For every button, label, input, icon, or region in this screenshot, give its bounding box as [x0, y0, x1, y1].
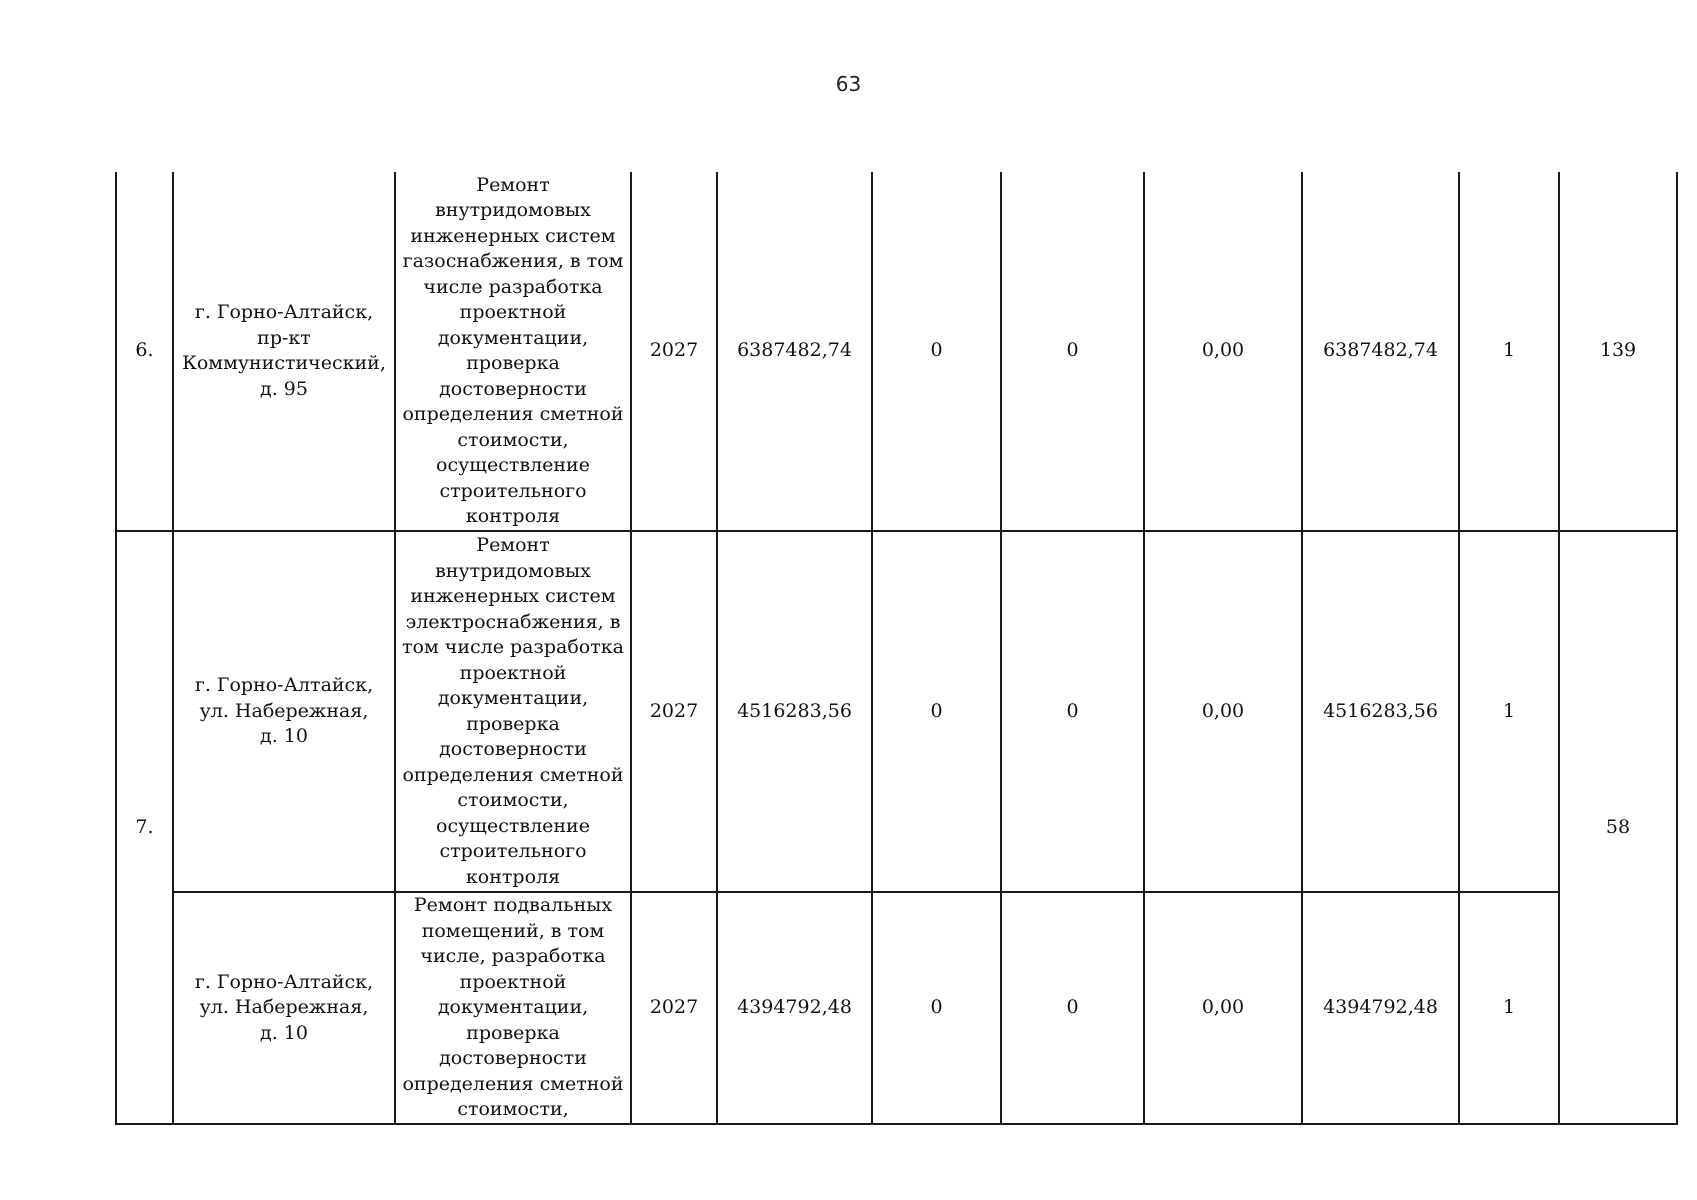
value-cell: 0,00 — [1144, 531, 1302, 892]
value-cell: 1 — [1459, 172, 1559, 531]
value-cell: 0,00 — [1144, 172, 1302, 531]
address-cell: г. Горно-Алтайск, пр-кт Коммунистический, д. 95 — [173, 172, 395, 531]
value-cell: 1 — [1459, 892, 1559, 1124]
year-cell: 2027 — [631, 531, 717, 892]
value-cell: 0 — [1001, 172, 1144, 531]
last-column-cell: 58 — [1559, 531, 1677, 1124]
capital-repair-table — [115, 172, 1678, 1125]
total-cost-cell: 4394792,48 — [717, 892, 872, 1124]
value-cell: 6387482,74 — [1302, 172, 1459, 531]
address-cell: г. Горно-Алтайск, ул. Набережная, д. 10 — [173, 892, 395, 1124]
work-description-cell: Ремонт внутридомовых инженерных систем электроснабжения, в том числе разработка проектной документации, проверка достоверности определения сметной стоимости, осуществление строительного контроля — [395, 531, 631, 892]
table-row — [116, 531, 1677, 892]
work-description-cell: Ремонт внутридомовых инженерных систем газоснабжения, в том числе разработка проектной документации, проверка достоверности определения сметной стоимости, осуществление строительного контроля — [395, 172, 631, 531]
value-cell: 0 — [872, 892, 1001, 1124]
value-cell: 4516283,56 — [1302, 531, 1459, 892]
row-number: 6. — [116, 172, 173, 531]
value-cell: 0 — [1001, 531, 1144, 892]
value-cell: 0 — [1001, 892, 1144, 1124]
table-row — [116, 172, 1677, 531]
total-cost-cell: 4516283,56 — [717, 531, 872, 892]
year-cell: 2027 — [631, 172, 717, 531]
page-number: 63 — [835, 72, 862, 96]
work-description-cell: Ремонт подвальных помещений, в том числе, разработка проектной документации, проверка достоверности определения сметной стоимости, — [395, 892, 631, 1124]
table-row — [116, 892, 1677, 1124]
row-number: 7. — [116, 531, 173, 1124]
value-cell: 0,00 — [1144, 892, 1302, 1124]
address-cell: г. Горно-Алтайск, ул. Набережная, д. 10 — [173, 531, 395, 892]
value-cell: 0 — [872, 172, 1001, 531]
last-column-cell: 139 — [1559, 172, 1677, 531]
value-cell: 0 — [872, 531, 1001, 892]
total-cost-cell: 6387482,74 — [717, 172, 872, 531]
value-cell: 1 — [1459, 531, 1559, 892]
year-cell: 2027 — [631, 892, 717, 1124]
value-cell: 4394792,48 — [1302, 892, 1459, 1124]
